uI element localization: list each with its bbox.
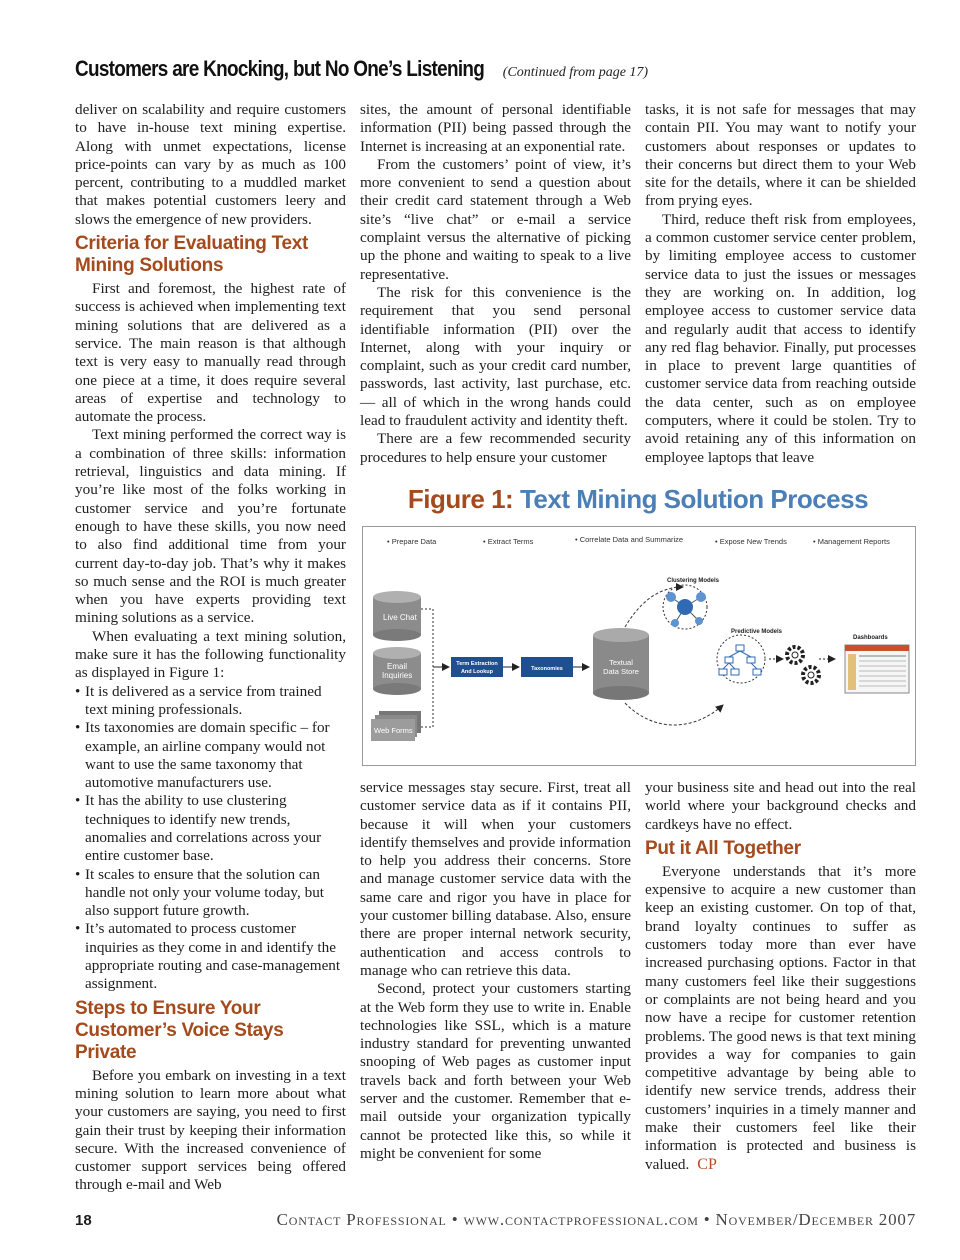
list-item: • It has the ability to use clustering techniques to identify new trends, anomalies and correlations across your entire customer base. (75, 792, 346, 865)
store-label-2: Data Store (603, 667, 639, 676)
clustering-label: Clustering Models (667, 578, 720, 584)
col2-paragraph-4: There are a few recommended security procedures to help ensure your customer (360, 430, 631, 466)
heading-steps-line2: Customer’s Voice Stays Private (75, 1019, 284, 1063)
predictive-tree-icon (717, 635, 765, 683)
gears-icon (787, 647, 819, 683)
figure-title (360, 484, 916, 515)
list-item: • It’s automated to process customer inquiries as they come in and identify the appropriate routing and case-management assignment. (75, 920, 346, 993)
col1-paragraph-1: deliver on scalability and require customers to have in-house text mining expertise. Along with unmet expectations, license price-points can vary by as much as 100 percent, contributing to a muddled market that makes potential customers leery and slows the emergence of new providers. (75, 101, 346, 228)
article-title: Customers are Knocking, but No One’s Listening (75, 56, 485, 81)
col3-paragraph-1: tasks, it is not safe for messages that may contain PII. You may want to notify your customers about responses or updates to their concerns but direct them to your Web site for the details, where it can be shielded from prying eyes. (645, 101, 916, 210)
column-3-top (645, 101, 916, 467)
heading-criteria-line1: Criteria for Evaluating Text (75, 233, 309, 255)
step-prepare: • Prepare Data (387, 537, 437, 546)
dashboard-screenshot-icon (845, 645, 909, 693)
col1-paragraph-5: Before you embark on investing in a text mining solution to learn more about what your customers are saying, you need to first gain their trust by keeping their information secure. With the increased convenience of customer support services being offered through e-mail and Web (75, 1066, 346, 1194)
col2-paragraph-1: sites, the amount of personal identifiable information (PII) being passed through the Internet is increasing at an exponential rate. (360, 101, 631, 155)
col2-paragraph-2: From the customers’ point of view, it’s more convenient to send a question about their credit card statement through a Web site’s “live chat” or e-mail a service complaint versus the alternative of picking up the phone and waiting to speak to a live representative. (360, 155, 631, 283)
source-web-forms: Web Forms (374, 726, 413, 735)
continued-note: (Continued from page 17) (502, 65, 649, 80)
criteria-list (75, 683, 346, 994)
list-item: • It is delivered as a service from trained text mining professionals. (75, 683, 346, 720)
column-3-bottom (645, 779, 916, 1174)
dashboards-label: Dashboards (853, 635, 888, 641)
clustering-graph-icon (663, 585, 707, 629)
taxonomies-label: Taxonomies (531, 666, 563, 672)
column-2-top (360, 101, 631, 467)
source-live-chat: Live Chat (383, 613, 417, 622)
col1-paragraph-4: When evaluating a text mining solution, make sure it has the following functionality as displayed in Figure 1: (75, 627, 346, 682)
heading-put-together: Put it All Together (645, 837, 801, 859)
figure-caption: Text Mining Solution Process (519, 484, 869, 514)
publication-line: Contact Professional • www.contactprofessional.com • November/December 2007 (276, 1210, 916, 1229)
page-number: 18 (75, 1212, 92, 1229)
step-reports: • Management Reports (813, 537, 890, 546)
arc-to-predictive (625, 703, 723, 725)
data-store-cylinder (593, 628, 649, 700)
source-bracket (421, 609, 433, 727)
list-item: • It scales to ensure that the solution can handle not only your volume today, but also support future growth. (75, 866, 346, 921)
live-chat-cylinder (373, 591, 421, 641)
term-extraction-label: Term Extraction (456, 661, 498, 667)
figure-label: Figure 1: (407, 484, 514, 514)
heading-criteria-line2: Mining Solutions (75, 255, 224, 277)
web-forms-icon (371, 711, 421, 741)
list-item: • Its taxonomies are domain specific – for example, an airline company would not want to use the same taxonomy that automotive manufacturers use. (75, 719, 346, 792)
page-footer (75, 1210, 916, 1234)
source-email: Email (387, 662, 408, 671)
col1-paragraph-3: Text mining performed the correct way is a combination of three skills: information retrieval, linguistics and data mining. If you’re like most of the folks working in customer service and you’re fortunate enough to have these skills, you now need to also find additional time from your current day-to-day job. That’s why it makes so much sense and the ROI is much greater when you have experts providing text mining solutions as a service. (75, 426, 346, 627)
email-cylinder (373, 647, 421, 695)
term-extraction-label-2: And Lookup (460, 669, 494, 675)
step-correlate: • Correlate Data and Summarize (575, 535, 684, 544)
col1-paragraph-2: First and foremost, the highest rate of success is achieved when implementing text mining solutions that are delivered as a service. The main reason is that although text is very easy to manually read through one piece at a time, it does require several areas of expertise and technology to automate the process. (75, 280, 346, 426)
column-2-bottom (360, 779, 631, 1163)
end-mark: CP (697, 1155, 717, 1173)
heading-steps (75, 998, 346, 1064)
col3-paragraph-4-text: Everyone understands that it’s more expensive to acquire a new customer than keep an existing customer. On top of that, brand loyalty continues to suffer as customers today more than ever have increased purchasing options. Factor in that many customers feel like their suggestions or complaints are not being heard and you now have a recipe for customer retention problems. The good news is that text mining provides a way for companies to gain competitive advantage by being able to identify new service trends, address their customers’ inquiries in a timely manner and make their customers feel like their information is protected and business is valued. (645, 862, 916, 1173)
col2-paragraph-3: The risk for this convenience is the requirement that you send personal identifiable information (PII) over the Internet, along with your inquiry or complaint, such as your credit card number, passwords, last activity, last purchase, etc. — all of which in the wrong hands could lead to fraudulent activity and identity theft. (360, 283, 631, 430)
source-inquiries: Inquiries (382, 671, 413, 680)
col3-paragraph-3: your business site and head out into the real world where your background checks and cardkeys have no effect. (645, 779, 916, 833)
figure-diagram (362, 526, 916, 766)
col2-paragraph-6: Second, protect your customers starting at the Web form they use to write in. Enable technologies like SSL, which is a mature industry standard for preventing unwanted snooping of Web pages as customer input travels back and forth between your Web server and the customer. Remember that e-mail outside your organization typically cannot be protected like this, so while it might be convenient for some (360, 980, 631, 1162)
store-label-1: Textual (609, 658, 633, 667)
heading-criteria (75, 233, 346, 277)
predictive-label: Predictive Models (731, 629, 783, 635)
process-diagram (363, 527, 915, 765)
step-extract: • Extract Terms (483, 537, 534, 546)
heading-steps-line1: Steps to Ensure Your (75, 997, 261, 1019)
article-headline (75, 56, 895, 82)
column-1 (75, 101, 346, 1195)
col2-paragraph-5: service messages stay secure. First, treat all customer service data as if it contains PII, because it will when your customers identify themselves and provide information to help you address their concerns. Store and manage customer service data with the same care and rigor you have in place for your customer billing database. Also, ensure there are proper internal network security, authentication and access controls to manage who can retrieve this data. (360, 779, 631, 979)
col3-paragraph-2: Third, reduce theft risk from employees, a common customer service center problem, by limiting employee access to customer service data to just the issues or messages they are working on. In addition, log employee access to customer service data and regularly audit that access to identify any red flag behavior. Finally, put processes in place to prevent large quantities of customer service data from reaching outside the data center, such as on employee computers, where it could be stolen. Try to avoid retaining any of this information on employee laptops that leave (645, 210, 916, 466)
step-expose: • Expose New Trends (715, 537, 787, 546)
col3-paragraph-4 (645, 863, 916, 1174)
